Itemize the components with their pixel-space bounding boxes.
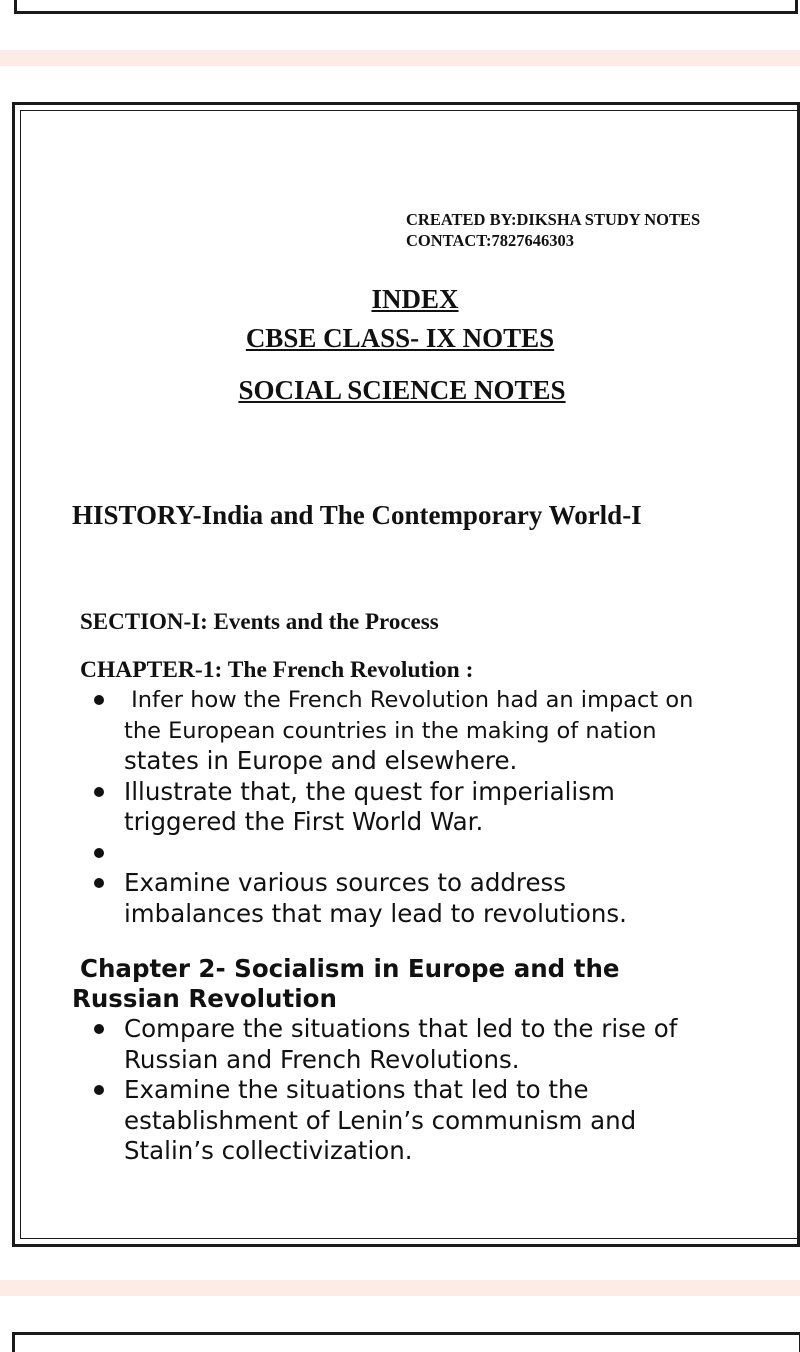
bullet-icon [94,848,104,858]
created-by-text: CREATED BY:DIKSHA STUDY NOTES [406,210,701,229]
list-item [92,838,693,869]
chapter-1-bullet-list [92,685,693,929]
list-item-line: Examine various sources to address [124,868,567,897]
subject-title: SOCIAL SCIENCE NOTES [238,375,566,405]
index-title: INDEX [371,284,459,314]
list-item-line: Illustrate that, the quest for imperialism [124,776,615,806]
list-item-line: the European countries in the making of nation [124,717,657,744]
list-item-line: Examine the situations that led to the [124,1075,589,1104]
list-item [92,777,693,838]
previous-page-frame [14,0,798,14]
bullet-icon [94,787,104,797]
list-item-line: imbalances that may lead to revolutions. [124,898,627,928]
contact-text: CONTACT:7827646303 [406,231,575,250]
list-item-line: Infer how the French Revolution had an impact on [124,687,694,713]
list-item [92,868,693,929]
page-gap-top [0,50,800,66]
chapter-2-title-line-2: Russian Revolution [72,984,337,1013]
chapter-2-bullet-list [92,1014,677,1167]
list-item [92,685,693,777]
section-heading: SECTION-I: Events and the Process [80,609,439,634]
list-item-line: Stalin’s collectivization. [124,1136,413,1165]
list-item [92,1075,677,1167]
list-item-line: states in Europe and elsewhere. [124,746,518,775]
chapter-1-title: CHAPTER-1: The French Revolution : [80,657,474,683]
page-gap-bottom [0,1280,800,1296]
list-item-line: Russian and French Revolutions. [124,1044,520,1074]
bullet-icon [94,695,104,705]
chapter-2-title-line-1: Chapter 2- Socialism in Europe and the [80,954,620,983]
next-page-frame [12,1332,800,1352]
list-item-line: triggered the First World War. [124,807,484,836]
history-heading: HISTORY-India and The Contemporary World-I [72,500,642,530]
list-item-line: Compare the situations that led to the rise of [124,1014,678,1043]
list-item-line: establishment of Lenin’s communism and [124,1105,637,1135]
bullet-icon [94,1085,104,1095]
class-notes-title: CBSE CLASS- IX NOTES [245,323,555,353]
list-item [92,1014,677,1075]
bullet-icon [94,878,104,888]
bullet-icon [94,1024,104,1034]
